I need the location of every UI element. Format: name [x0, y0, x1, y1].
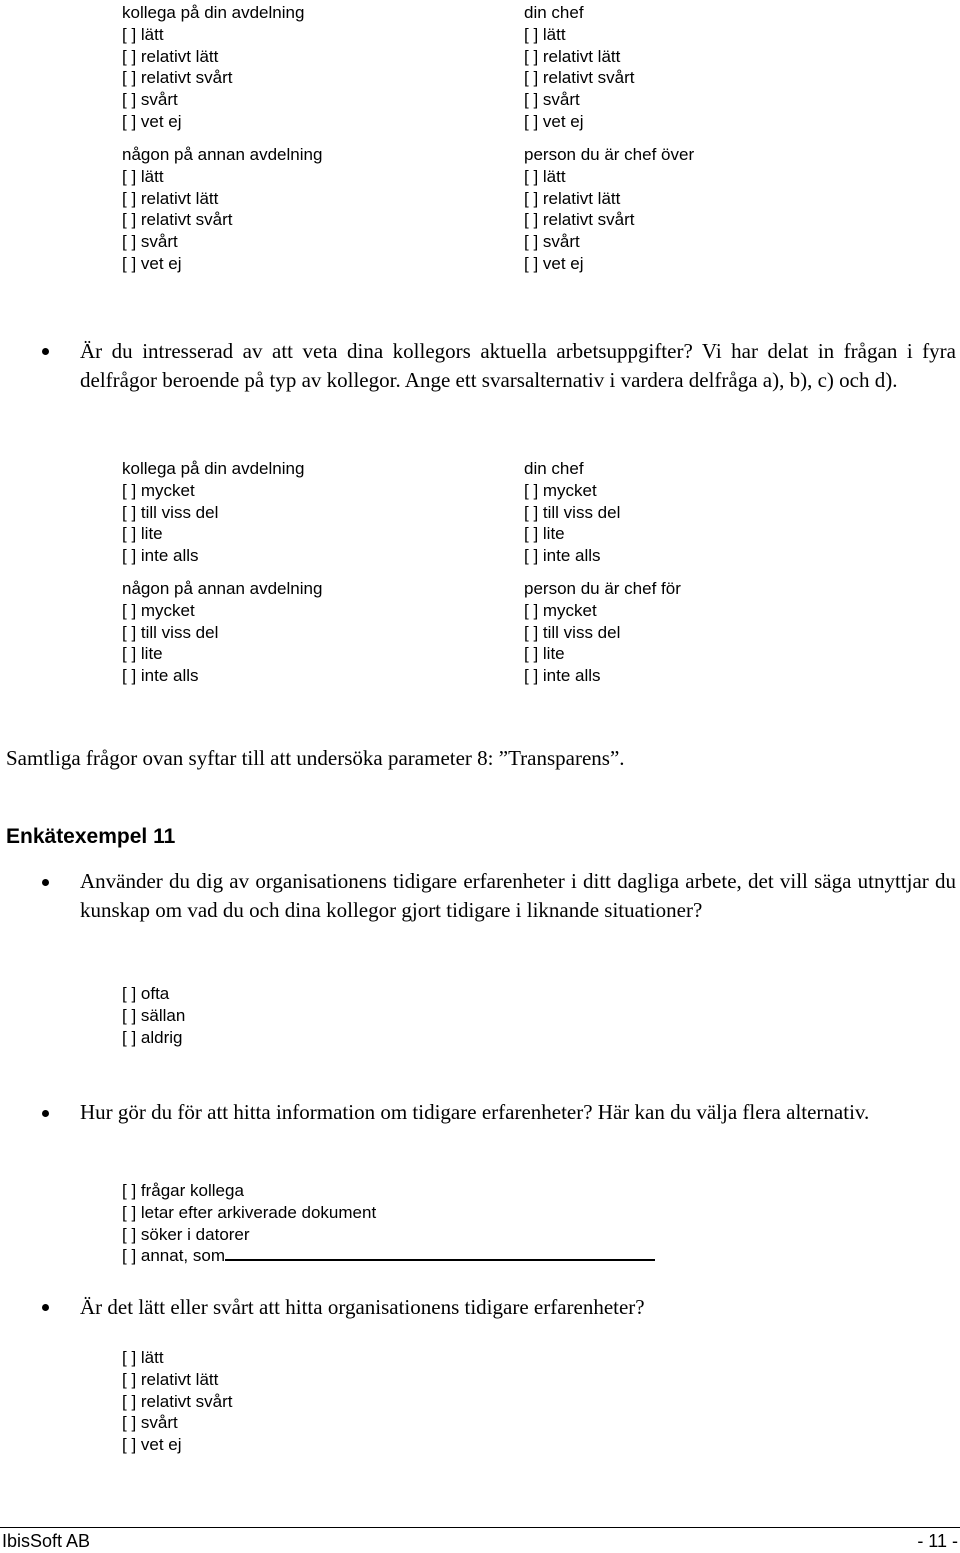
- question4-options: [122, 1347, 233, 1456]
- bullet-icon: [42, 1304, 49, 1311]
- option-checkbox[interactable]: [ ] lite: [524, 524, 565, 544]
- block1-group-boss: [524, 2, 635, 133]
- option-checkbox[interactable]: [ ] svårt: [524, 90, 580, 110]
- option-checkbox[interactable]: [ ] mycket: [122, 600, 195, 620]
- option-checkbox[interactable]: [ ] vet ej: [122, 111, 182, 131]
- option-checkbox[interactable]: [ ] relativt lätt: [524, 188, 621, 208]
- option-checkbox[interactable]: [ ] svårt: [122, 1413, 178, 1433]
- block1-group-other-dept: [122, 144, 322, 275]
- option-checkbox[interactable]: [ ] relativt lätt: [122, 188, 219, 208]
- bullet-icon: [42, 879, 49, 886]
- option-checkbox[interactable]: [ ] svårt: [524, 232, 580, 252]
- option-checkbox[interactable]: [ ] inte alls: [524, 666, 601, 686]
- option-checkbox[interactable]: [ ] till viss del: [524, 622, 621, 642]
- block1-group-subordinate: [524, 144, 694, 275]
- group-title: någon på annan avdelning: [122, 145, 323, 164]
- group-title: någon på annan avdelning: [122, 579, 323, 598]
- option-checkbox[interactable]: [ ] relativt svårt: [524, 68, 635, 88]
- option-checkbox[interactable]: [ ] relativt svårt: [122, 1391, 233, 1411]
- option-checkbox[interactable]: [ ] svårt: [122, 232, 178, 252]
- option-checkbox[interactable]: [ ] inte alls: [524, 546, 601, 566]
- option-checkbox[interactable]: [ ] mycket: [524, 600, 597, 620]
- option-other[interactable]: [122, 1245, 655, 1267]
- fill-in-line[interactable]: [225, 1245, 655, 1261]
- option-checkbox[interactable]: [ ] aldrig: [122, 1027, 183, 1047]
- option-checkbox[interactable]: [ ] inte alls: [122, 666, 199, 686]
- option-checkbox[interactable]: [ ] relativt svårt: [122, 210, 233, 230]
- footer-company: IbisSoft AB: [2, 1531, 91, 1551]
- option-checkbox[interactable]: [ ] frågar kollega: [122, 1181, 244, 1200]
- group-title: person du är chef för: [524, 579, 681, 598]
- option-checkbox[interactable]: [ ] lätt: [122, 1348, 164, 1367]
- option-checkbox[interactable]: [ ] relativt lätt: [524, 46, 621, 66]
- option-checkbox[interactable]: [ ] ofta: [122, 984, 170, 1003]
- group-title: din chef: [524, 459, 584, 478]
- question3-options: [122, 1180, 655, 1267]
- option-checkbox[interactable]: [ ] relativt svårt: [122, 68, 233, 88]
- block1-group-colleague-dept: [122, 2, 304, 133]
- option-checkbox[interactable]: [ ] relativt lätt: [122, 46, 219, 66]
- option-checkbox[interactable]: [ ] till viss del: [122, 502, 219, 522]
- option-checkbox[interactable]: [ ] sällan: [122, 1005, 186, 1025]
- question-text: Är du intresserad av att veta dina kollegors aktuella arbetsuppgifter? Vi har delat in frågan i fyra delfrågor beroende på typ av kollegor. Ange ett svarsalternativ i vardera delfråga a), b), c) och d).: [80, 339, 956, 392]
- option-checkbox[interactable]: [ ] relativt svårt: [524, 210, 635, 230]
- option-checkbox[interactable]: [ ] lite: [122, 524, 163, 544]
- option-checkbox[interactable]: [ ] söker i datorer: [122, 1224, 250, 1244]
- option-checkbox[interactable]: [ ] lätt: [122, 24, 164, 44]
- block2-group-boss: [524, 458, 620, 567]
- bullet-icon: [42, 348, 49, 355]
- block2-group-colleague-dept: [122, 458, 304, 567]
- option-checkbox[interactable]: [ ] lite: [122, 644, 163, 664]
- option-checkbox[interactable]: [ ] lätt: [524, 24, 566, 44]
- bullet-icon: [42, 1110, 49, 1117]
- block2-group-other-dept: [122, 578, 322, 687]
- option-checkbox[interactable]: [ ] mycket: [524, 480, 597, 500]
- summary-text: Samtliga frågor ovan syftar till att undersöka parameter 8: ”Transparens”.: [6, 746, 625, 770]
- option-checkbox[interactable]: [ ] till viss del: [524, 502, 621, 522]
- option-other-label: [ ] annat, som: [122, 1246, 225, 1266]
- option-checkbox[interactable]: [ ] till viss del: [122, 622, 219, 642]
- question-text: Är det lätt eller svårt att hitta organisationens tidigare erfarenheter?: [80, 1295, 645, 1319]
- group-title: person du är chef över: [524, 145, 695, 164]
- footer-divider: [0, 1527, 960, 1528]
- question2-options: [122, 983, 185, 1048]
- group-title: kollega på din avdelning: [122, 3, 305, 22]
- section-heading: Enkätexempel 11: [6, 825, 176, 848]
- group-title: kollega på din avdelning: [122, 459, 305, 478]
- option-checkbox[interactable]: [ ] mycket: [122, 480, 195, 500]
- option-checkbox[interactable]: [ ] relativt lätt: [122, 1369, 219, 1389]
- group-title: din chef: [524, 3, 584, 22]
- question-text: Hur gör du för att hitta information om tidigare erfarenheter? Här kan du välja flera alternativ.: [80, 1100, 870, 1124]
- option-checkbox[interactable]: [ ] vet ej: [122, 1435, 182, 1455]
- option-checkbox[interactable]: [ ] lite: [524, 644, 565, 664]
- question-text: Använder du dig av organisationens tidigare erfarenheter i ditt dagliga arbete, det vill säga utnyttjar du kunskap om vad du och dina kollegor gjort tidigare i liknande situationer?: [80, 869, 956, 922]
- option-checkbox[interactable]: [ ] letar efter arkiverade dokument: [122, 1202, 377, 1222]
- block2-group-subordinate: [524, 578, 681, 687]
- option-checkbox[interactable]: [ ] lätt: [524, 166, 566, 186]
- option-checkbox[interactable]: [ ] vet ej: [524, 111, 584, 131]
- footer-page-number: - 11 -: [917, 1531, 958, 1551]
- option-checkbox[interactable]: [ ] lätt: [122, 166, 164, 186]
- option-checkbox[interactable]: [ ] svårt: [122, 90, 178, 110]
- option-checkbox[interactable]: [ ] inte alls: [122, 546, 199, 566]
- option-checkbox[interactable]: [ ] vet ej: [122, 253, 182, 273]
- option-checkbox[interactable]: [ ] vet ej: [524, 253, 584, 273]
